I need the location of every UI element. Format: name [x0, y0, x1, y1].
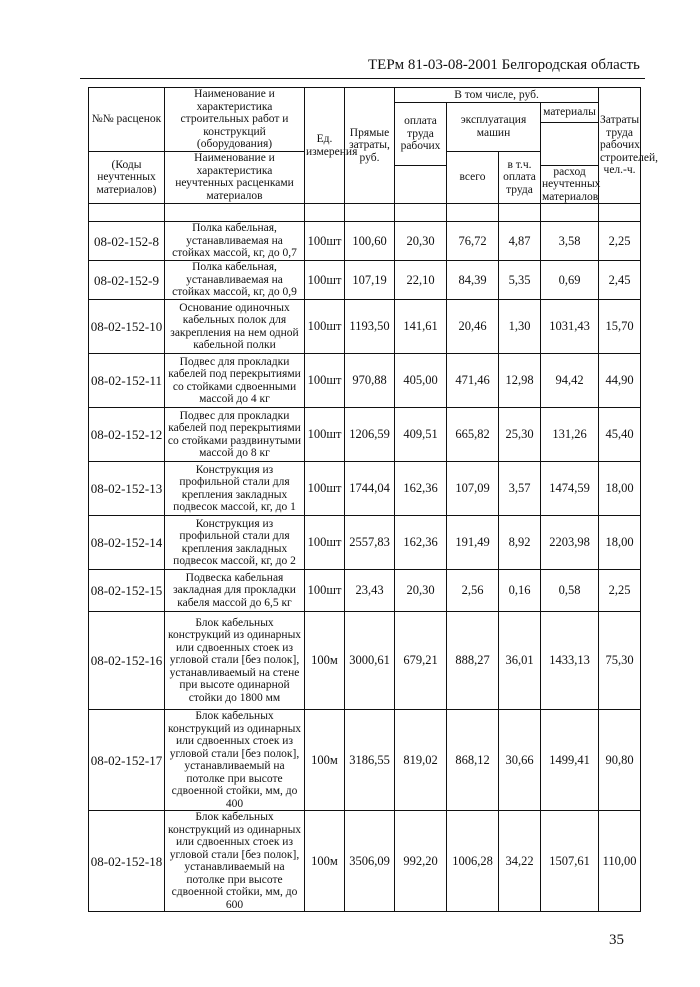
unit: 100шт [305, 462, 345, 516]
materials: 131,26 [541, 408, 599, 462]
table-row [89, 300, 641, 354]
wage: 162,36 [395, 462, 447, 516]
materials: 1499,41 [541, 710, 599, 811]
table-row [89, 570, 641, 612]
header-name-unaccounted: Наименование и характеристика неучтенных расценками материалов [165, 151, 305, 204]
table-row [89, 408, 641, 462]
table-row [89, 811, 641, 912]
header-machines: эксплуатация машин [447, 103, 541, 152]
table-row [89, 516, 641, 570]
unit: 100шт [305, 516, 345, 570]
machines-incl-wage: 5,35 [499, 261, 541, 300]
header-labor: Затраты труда рабочих строителей, чел.-ч. [599, 88, 641, 204]
wage: 22,10 [395, 261, 447, 300]
header-machines-total: всего [447, 151, 499, 204]
direct-costs: 1744,04 [345, 462, 395, 516]
wage: 992,20 [395, 811, 447, 912]
header-wage: оплата труда рабочих [395, 103, 447, 166]
header-unaccounted-materials: расход неучтенных материалов [542, 165, 601, 203]
wage: 679,21 [395, 612, 447, 710]
table-row [89, 612, 641, 710]
unit: 100шт [305, 222, 345, 261]
rates-table [88, 87, 658, 912]
labor: 45,40 [599, 408, 641, 462]
direct-costs: 3186,55 [345, 710, 395, 811]
machines-incl-wage: 30,66 [499, 710, 541, 811]
wage: 409,51 [395, 408, 447, 462]
work-name: Конструкция из профильной стали для крепления закладных подвесок массой, кг, до 2 [165, 516, 305, 570]
machines-total: 888,27 [447, 612, 499, 710]
rate-code: 08-02-152-17 [89, 710, 165, 811]
rate-code: 08-02-152-8 [89, 222, 165, 261]
direct-costs: 2557,83 [345, 516, 395, 570]
wage: 162,36 [395, 516, 447, 570]
labor: 15,70 [599, 300, 641, 354]
machines-total: 868,12 [447, 710, 499, 811]
machines-incl-wage: 3,57 [499, 462, 541, 516]
machines-total: 665,82 [447, 408, 499, 462]
unit: 100шт [305, 408, 345, 462]
unit: 100м [305, 710, 345, 811]
page-number: 35 [609, 932, 624, 948]
wage: 20,30 [395, 570, 447, 612]
materials: 1474,59 [541, 462, 599, 516]
work-name: Конструкция из профильной стали для крепления закладных подвесок массой, кг, до 1 [165, 462, 305, 516]
header-direct-costs: Прямые затраты, руб. [345, 88, 395, 204]
direct-costs: 1206,59 [345, 408, 395, 462]
direct-costs: 3506,09 [345, 811, 395, 912]
labor: 2,25 [599, 570, 641, 612]
machines-total: 107,09 [447, 462, 499, 516]
materials: 2203,98 [541, 516, 599, 570]
materials: 94,42 [541, 354, 599, 408]
header-materials-blank [541, 122, 599, 165]
header-name: Наименование и характеристика строительных работ и конструкций (оборудования) [165, 88, 305, 152]
header-unit: Ед. измерения [305, 88, 345, 204]
machines-incl-wage: 36,01 [499, 612, 541, 710]
table-row [89, 354, 641, 408]
table-row [89, 222, 641, 261]
rate-code: 08-02-152-12 [89, 408, 165, 462]
rate-code: 08-02-152-16 [89, 612, 165, 710]
machines-incl-wage: 4,87 [499, 222, 541, 261]
rate-code: 08-02-152-9 [89, 261, 165, 300]
machines-total: 191,49 [447, 516, 499, 570]
unit: 100м [305, 612, 345, 710]
work-name: Подвес для прокладки кабелей под перекрытиями со стойками раздвинутыми массой до 8 кг [165, 408, 305, 462]
document-header-title: ТЕРм 81-03-08-2001 Белгородская область [368, 57, 640, 73]
labor: 90,80 [599, 710, 641, 811]
unit: 100шт [305, 300, 345, 354]
direct-costs: 1193,50 [345, 300, 395, 354]
rate-code: 08-02-152-18 [89, 811, 165, 912]
rate-code: 08-02-152-15 [89, 570, 165, 612]
labor: 2,25 [599, 222, 641, 261]
work-name: Блок кабельных конструкций из одинарных или сдвоенных стоек из угловой стали [без полок], устанавливаемый на потолке при высоте сдвоенной стойки, мм, до 600 [165, 811, 305, 912]
machines-total: 471,46 [447, 354, 499, 408]
unit: 100шт [305, 261, 345, 300]
wage: 405,00 [395, 354, 447, 408]
labor: 110,00 [599, 811, 641, 912]
table-row [89, 261, 641, 300]
header-incl-wage: в т.ч. оплата труда [499, 151, 541, 204]
work-name: Полка кабельная, устанавливаемая на стойках массой, кг, до 0,7 [165, 222, 305, 261]
machines-incl-wage: 25,30 [499, 408, 541, 462]
materials: 0,58 [541, 570, 599, 612]
header-code-unaccounted: (Коды неучтенных материалов) [89, 151, 165, 204]
machines-total: 20,46 [447, 300, 499, 354]
machines-total: 76,72 [447, 222, 499, 261]
unit: 100шт [305, 354, 345, 408]
rate-code: 08-02-152-10 [89, 300, 165, 354]
work-name: Подвеска кабельная закладная для прокладки кабеля массой до 6,5 кг [165, 570, 305, 612]
materials: 0,69 [541, 261, 599, 300]
materials: 1031,43 [541, 300, 599, 354]
rate-code: 08-02-152-11 [89, 354, 165, 408]
labor: 2,45 [599, 261, 641, 300]
materials: 1433,13 [541, 612, 599, 710]
direct-costs: 23,43 [345, 570, 395, 612]
labor: 18,00 [599, 462, 641, 516]
header-wage-blank [395, 165, 447, 204]
work-name: Подвес для прокладки кабелей под перекрытиями со стойками сдвоенными массой до 4 кг [165, 354, 305, 408]
labor: 18,00 [599, 516, 641, 570]
labor: 75,30 [599, 612, 641, 710]
header-including: В том числе, руб. [395, 88, 599, 103]
materials: 1507,61 [541, 811, 599, 912]
direct-costs: 100,60 [345, 222, 395, 261]
labor: 44,90 [599, 354, 641, 408]
materials: 3,58 [541, 222, 599, 261]
work-name: Основание одиночных кабельных полок для закрепления на нем одной кабельной полки [165, 300, 305, 354]
work-name: Блок кабельных конструкций из одинарных или сдвоенных стоек из угловой стали [без полок], устанавливаемый на потолке при высоте сдвоенной стойки, мм, до 400 [165, 710, 305, 811]
direct-costs: 107,19 [345, 261, 395, 300]
machines-incl-wage: 34,22 [499, 811, 541, 912]
work-name: Блок кабельных конструкций из одинарных или сдвоенных стоек из угловой стали [без полок], устанавливаемый на стене при высоте одинарной стойки до 1800 мм [165, 612, 305, 710]
wage: 819,02 [395, 710, 447, 811]
header-rule [80, 78, 645, 79]
work-name: Полка кабельная, устанавливаемая на стойках массой, кг, до 0,9 [165, 261, 305, 300]
machines-incl-wage: 8,92 [499, 516, 541, 570]
table-row [89, 710, 641, 811]
header-materials: материалы [541, 103, 599, 123]
direct-costs: 970,88 [345, 354, 395, 408]
direct-costs: 3000,61 [345, 612, 395, 710]
wage: 20,30 [395, 222, 447, 261]
machines-incl-wage: 0,16 [499, 570, 541, 612]
unit: 100м [305, 811, 345, 912]
machines-total: 84,39 [447, 261, 499, 300]
wage: 141,61 [395, 300, 447, 354]
unit: 100шт [305, 570, 345, 612]
rate-code: 08-02-152-13 [89, 462, 165, 516]
rate-code: 08-02-152-14 [89, 516, 165, 570]
header-code: №№ расценок [89, 88, 165, 152]
machines-total: 2,56 [447, 570, 499, 612]
machines-incl-wage: 12,98 [499, 354, 541, 408]
table-row [89, 462, 641, 516]
machines-incl-wage: 1,30 [499, 300, 541, 354]
machines-total: 1006,28 [447, 811, 499, 912]
